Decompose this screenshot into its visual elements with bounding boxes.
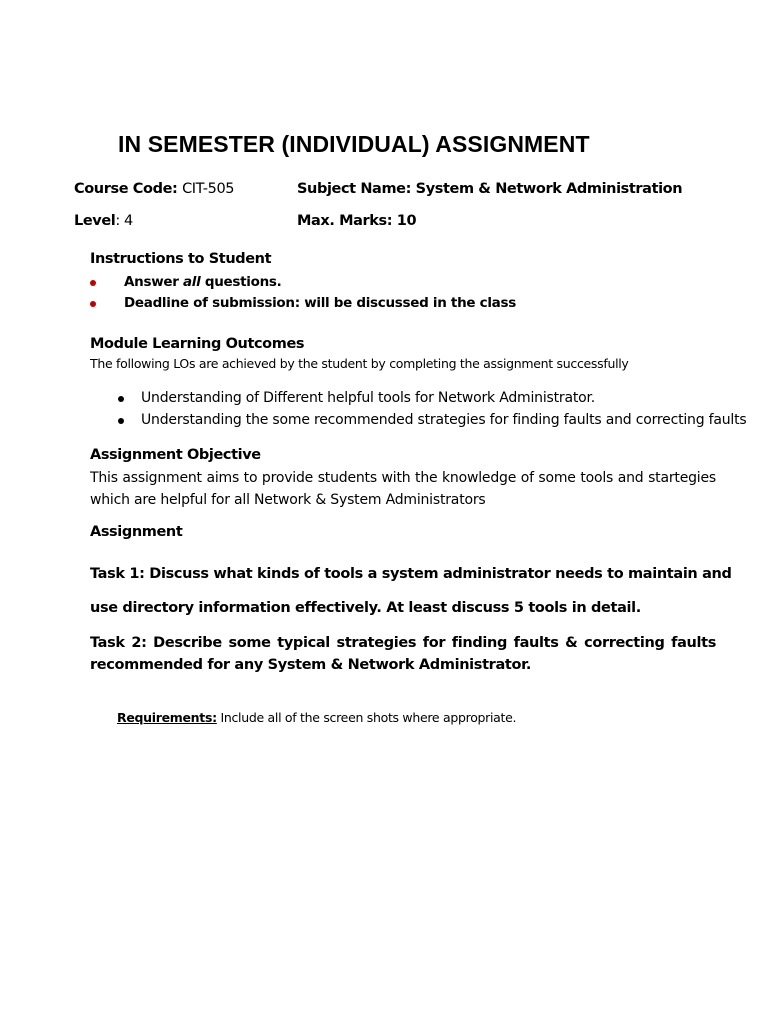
outcomes-heading: Module Learning Outcomes	[90, 336, 305, 352]
max-marks: Max. Marks: 10	[297, 213, 417, 229]
level	[74, 213, 133, 229]
subject-name-value: System & Network Administration	[415, 181, 683, 197]
bullet-icon	[118, 396, 124, 402]
instructions-heading: Instructions to Student	[90, 251, 272, 267]
instruction-item-1	[124, 274, 281, 290]
outcomes-intro: The following LOs are achieved by the student by completing the assignment successfully	[90, 356, 629, 371]
red-bullet-icon	[90, 301, 96, 307]
objective-heading: Assignment Objective	[90, 447, 261, 463]
objective-text: This assignment aims to provide students with the knowledge of some tools and startegies which are helpful for all Network & System Administrators	[90, 470, 716, 508]
task-1-line-1: Task 1: Discuss what kinds of tools a system administrator needs to maintain and	[90, 566, 732, 582]
task-2: Task 2: Describe some typical strategies for finding faults & correcting faults recommended for any System & Network Administrator.	[90, 635, 716, 673]
bullet-icon	[118, 418, 124, 424]
level-value: : 4	[115, 213, 133, 229]
document-title: IN SEMESTER (INDIVIDUAL) ASSIGNMENT	[118, 131, 590, 157]
task-1-line-2: use directory information effectively. At least discuss 5 tools in detail.	[90, 600, 641, 616]
course-code-label: Course Code:	[74, 181, 178, 197]
instruction-item-1-post: questions.	[200, 274, 282, 290]
instruction-item-1-pre: Answer	[124, 274, 183, 290]
requirements-label: Requirements:	[117, 710, 217, 725]
outcome-item-2: Understanding the some recommended strategies for finding faults and correcting faults	[141, 412, 747, 428]
subject-name-label: Subject Name:	[297, 181, 411, 197]
course-code-value: CIT-505	[182, 181, 235, 197]
instruction-item-2: Deadline of submission: will be discussed in the class	[124, 295, 516, 311]
subject-name	[297, 181, 682, 197]
course-code	[74, 181, 234, 197]
instruction-item-1-em: all	[182, 274, 201, 290]
outcome-item-1: Understanding of Different helpful tools for Network Administrator.	[141, 390, 596, 406]
requirements	[117, 710, 516, 725]
requirements-text: Include all of the screen shots where appropriate.	[216, 710, 517, 725]
red-bullet-icon	[90, 280, 96, 286]
assignment-heading: Assignment	[90, 524, 183, 540]
level-label: Level	[74, 213, 116, 229]
